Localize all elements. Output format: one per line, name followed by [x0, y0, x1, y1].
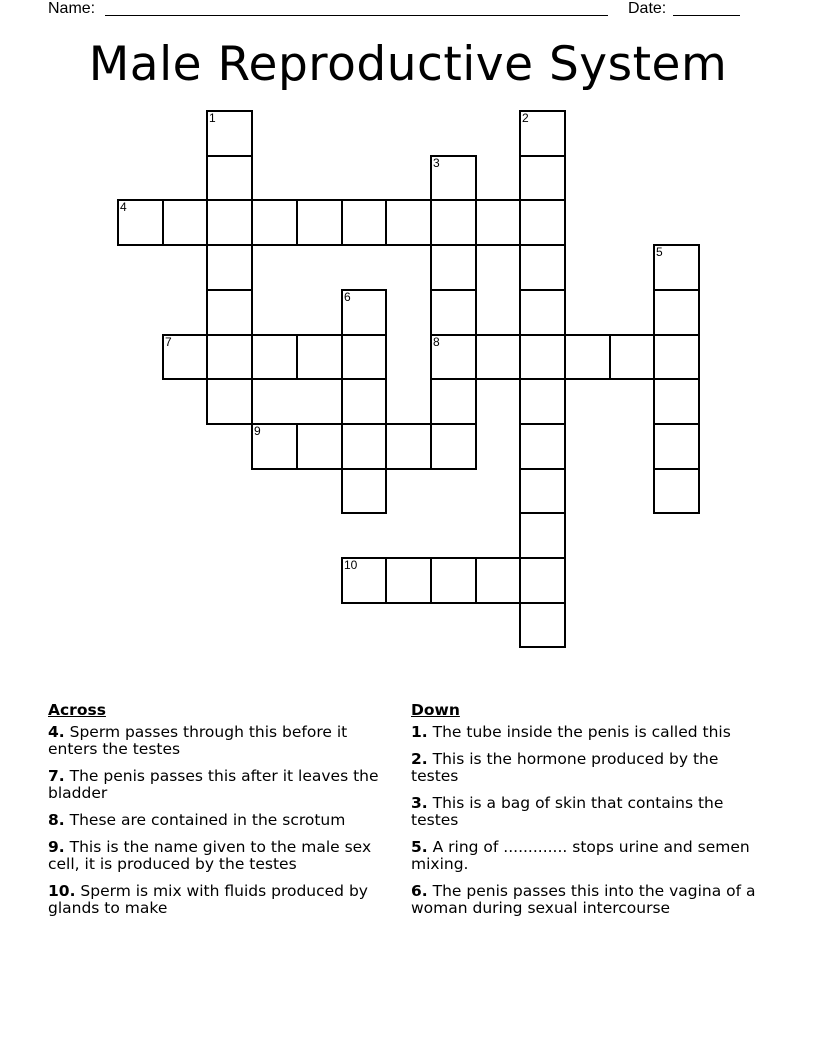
crossword-cell[interactable] — [251, 423, 298, 470]
clue-number-label: 5 — [656, 245, 663, 259]
crossword-cell[interactable] — [475, 557, 521, 604]
crossword-cell[interactable] — [341, 378, 387, 425]
clue-number-label: 9 — [254, 424, 261, 438]
crossword-cell[interactable] — [519, 155, 566, 201]
crossword-cell[interactable] — [162, 199, 208, 246]
down-clues — [411, 702, 756, 927]
across-clue-10: 10. Sperm is mix with fluids produced by glands to make — [48, 882, 368, 917]
crossword-cell[interactable] — [519, 557, 566, 604]
crossword-cell[interactable] — [162, 334, 208, 380]
crossword-cell[interactable] — [296, 334, 343, 380]
clue-number: 2 — [411, 750, 422, 768]
crossword-cell[interactable] — [430, 289, 477, 336]
clue-number: 1 — [411, 723, 422, 741]
name-label: Name: — [48, 0, 96, 17]
crossword-cell[interactable] — [296, 423, 343, 470]
crossword-cell[interactable] — [206, 378, 253, 425]
crossword-cell[interactable] — [341, 289, 387, 336]
across-clues — [48, 702, 398, 927]
crossword-cell[interactable] — [430, 244, 477, 291]
crossword-cell[interactable] — [206, 110, 253, 157]
crossword-cell[interactable] — [475, 199, 521, 246]
crossword-cell[interactable] — [117, 199, 164, 246]
clue-text: Sperm passes through this before it enters the testes — [48, 723, 348, 758]
clue-number: 10 — [48, 882, 70, 900]
clue-number: 4 — [48, 723, 59, 741]
crossword-cell[interactable] — [385, 557, 432, 604]
crossword-cell[interactable] — [653, 423, 700, 470]
clue-number: 9 — [48, 838, 59, 856]
clue-number-label: 10 — [344, 558, 358, 572]
crossword-cell[interactable] — [653, 289, 700, 336]
clue-number-label: 6 — [344, 290, 351, 304]
crossword-cell[interactable] — [206, 244, 253, 291]
crossword-cell[interactable] — [206, 289, 253, 336]
down-heading: Down — [411, 701, 460, 719]
crossword-cell[interactable] — [341, 199, 387, 246]
clue-number-label: 3 — [433, 156, 440, 170]
crossword-cell[interactable] — [341, 468, 387, 514]
page-title: Male Reproductive System — [88, 37, 728, 92]
clue-text: These are contained in the scrotum — [69, 811, 346, 829]
date-label: Date: — [628, 0, 667, 17]
crossword-cell[interactable] — [653, 468, 700, 514]
crossword-cell[interactable] — [653, 378, 700, 425]
down-clue-1: 1. The tube inside the penis is called this — [411, 723, 731, 741]
clue-number: 6 — [411, 882, 422, 900]
crossword-cell[interactable] — [341, 557, 387, 604]
crossword-cell[interactable] — [519, 199, 566, 246]
crossword-cell[interactable] — [653, 334, 700, 380]
crossword-cell[interactable] — [430, 378, 477, 425]
crossword-cell[interactable] — [653, 244, 700, 291]
crossword-cell[interactable] — [206, 334, 253, 380]
crossword-cell[interactable] — [430, 557, 477, 604]
clue-text: Sperm is mix with fluids produced by glands to make — [48, 882, 368, 917]
crossword-cell[interactable] — [251, 334, 298, 380]
crossword-cell[interactable] — [430, 334, 477, 380]
clue-number-label: 1 — [209, 111, 216, 125]
clue-number-label: 7 — [165, 335, 172, 349]
across-clue-8: 8. These are contained in the scrotum — [48, 811, 346, 829]
crossword-cell[interactable] — [519, 334, 566, 380]
crossword-cell[interactable] — [519, 602, 566, 648]
down-clue-6: 6. The penis passes this into the vagina of a woman during sexual intercourse — [411, 882, 756, 917]
crossword-cell[interactable] — [519, 468, 566, 514]
crossword-cell[interactable] — [385, 423, 432, 470]
clue-number: 8 — [48, 811, 59, 829]
clue-text: The tube inside the penis is called this — [432, 723, 731, 741]
crossword-cell[interactable] — [430, 199, 477, 246]
clue-text: The penis passes this after it leaves the bladder — [48, 767, 379, 802]
clue-number: 5 — [411, 838, 422, 856]
across-heading: Across — [48, 701, 106, 719]
crossword-cell[interactable] — [519, 110, 566, 157]
clue-text: The penis passes this into the vagina of a woman during sexual intercourse — [411, 882, 756, 917]
crossword-cell[interactable] — [385, 199, 432, 246]
clue-number-label: 2 — [522, 111, 529, 125]
crossword-cell[interactable] — [251, 199, 298, 246]
crossword-cell[interactable] — [206, 199, 253, 246]
crossword-cell[interactable] — [430, 423, 477, 470]
clue-number: 3 — [411, 794, 422, 812]
crossword-cell[interactable] — [519, 378, 566, 425]
across-clue-7: 7. The penis passes this after it leaves the bladder — [48, 767, 379, 802]
crossword-cell[interactable] — [430, 155, 477, 201]
clue-number-label: 4 — [120, 200, 127, 214]
crossword-cell[interactable] — [609, 334, 655, 380]
down-clue-2: 2. This is the hormone produced by the testes — [411, 750, 719, 785]
crossword-cell[interactable] — [519, 244, 566, 291]
clue-text: This is the hormone produced by the testes — [411, 750, 719, 785]
crossword-cell[interactable] — [341, 334, 387, 380]
crossword-cell[interactable] — [296, 199, 343, 246]
clue-text: A ring of ............. stops urine and semen mixing. — [411, 838, 750, 873]
clue-number-label: 8 — [433, 335, 440, 349]
clue-text: This is the name given to the male sex cell, it is produced by the testes — [48, 838, 372, 873]
crossword-cell[interactable] — [564, 334, 611, 380]
clue-number: 7 — [48, 767, 59, 785]
crossword-cell[interactable] — [519, 423, 566, 470]
across-clue-4: 4. Sperm passes through this before it enters the testes — [48, 723, 348, 758]
crossword-cell[interactable] — [206, 155, 253, 201]
down-clue-5: 5. A ring of ............. stops urine and semen mixing. — [411, 838, 750, 873]
crossword-cell[interactable] — [341, 423, 387, 470]
crossword-cell[interactable] — [519, 289, 566, 336]
crossword-cell[interactable] — [519, 512, 566, 559]
across-clue-9: 9. This is the name given to the male sex cell, it is produced by the testes — [48, 838, 372, 873]
clue-text: This is a bag of skin that contains the testes — [411, 794, 724, 829]
down-clue-3: 3. This is a bag of skin that contains the testes — [411, 794, 724, 829]
crossword-cell[interactable] — [475, 334, 521, 380]
